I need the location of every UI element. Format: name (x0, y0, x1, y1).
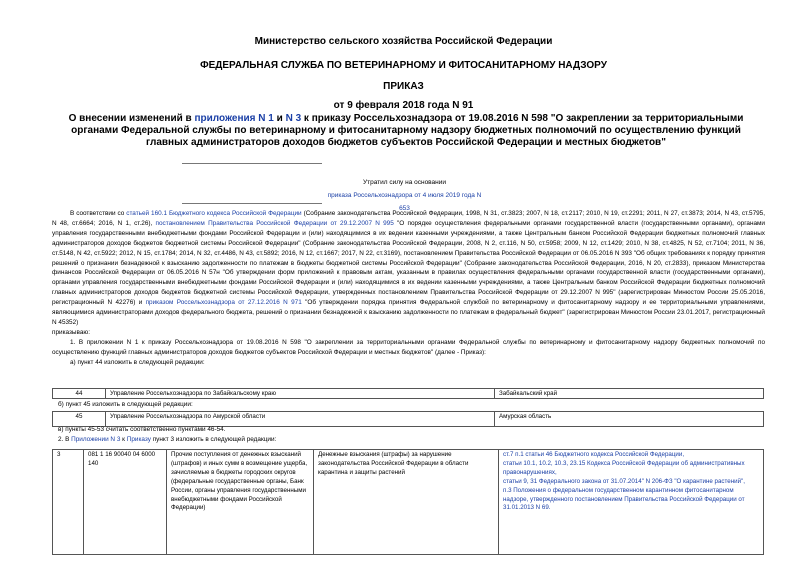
text-fragment: (Собрание законодательства Российской Федерации, 1998, N 31, ст.3823; 2007, N 18, ст.2117; 2010, N 19, ст.2291; 2011, N 27, ст.3873; 2014, N 43, ст.5795, N 48, ст.6664; 2016, N 1, ст.26), (52, 210, 766, 227)
table-row (53, 450, 764, 555)
cell-fines: Денежные взыскания (штрафы) за нарушение законодательства Российской Федерации в области карантина и защиты растений (314, 450, 499, 555)
link-order[interactable]: Приказу (126, 436, 151, 443)
divider-top (182, 163, 322, 164)
order-word: приказываю: (52, 328, 90, 336)
link-appendix-3-item2[interactable]: Приложении N 3 (71, 436, 121, 443)
subject-rest: к приказу Россельхознадзора от 19.08.2016 N 598 "О закреплении за территориальными органами Федеральной службы по ветеринарному и фитосанитарному надзору бюджетных полномочий по осуществлению функций главных администраторов доходов бюджетов субъектов Российской Федерации и местных бюджетов" (71, 113, 744, 148)
text-fragment: к (120, 436, 127, 443)
subject-mid: и (273, 113, 286, 124)
link-budget-code[interactable]: статьей 160.1 Бюджетного кодекса Российской Федерации (126, 210, 302, 217)
cell-region: Амурская область (495, 412, 764, 427)
cell-num: 45 (53, 412, 106, 427)
cell-num: 44 (53, 389, 106, 399)
link-appendix-1[interactable]: приложения N 1 (194, 113, 274, 124)
lost-force-link[interactable]: приказа Россельхознадзора от 4 июля 2019 года N 653 (327, 192, 482, 212)
item-1: 1. В приложении N 1 к приказу Россельхознадзора от 19.08.2016 N 598 "О закреплении за территориальными органами Федеральной службы по ветеринарному и фитосанитарному надзору бюджетных полномочий по осуществлению функций главных администраторов доходов бюджетов субъектов Российской Федерации и местных бюджетов" (далее - Приказ): (52, 338, 765, 356)
cell-code: 081 1 16 90040 04 6000 140 (84, 450, 167, 555)
cell-name: Управление Россельхознадзора по Амурской области (106, 412, 495, 427)
preamble (52, 209, 765, 368)
text-fragment: В соответствии со (70, 210, 127, 217)
lost-force-text: Утратил силу на основании (362, 179, 447, 186)
cell-legal-basis (499, 450, 764, 555)
text-fragment: 2. В (58, 436, 72, 443)
link-appendix-3[interactable]: N 3 (285, 113, 302, 124)
table-item-44 (52, 388, 764, 399)
doc-subject (52, 113, 760, 149)
table-row (53, 389, 764, 399)
subject-prefix: О внесении изменений в (68, 113, 195, 124)
link-order-971[interactable]: приказом Россельхознадзора от 27.12.2016 N 971 (145, 299, 302, 307)
item-1b: б) пункт 45 изложить в следующей редакции: (58, 401, 193, 408)
item-1a: а) пункт 44 изложить в следующей редакции: (70, 358, 205, 366)
cell-name: Управление Россельхознадзора по Забайкальскому краю (106, 389, 495, 399)
text-fragment: "Об утверждении порядка принятия Федеральной службой по ветеринарному и фитосанитарному надзору и ее территориальными управлениями, являющимися администраторами доходов федерального бюджета, решений о признании безнадежной к взысканию задолженности по платежам в федеральный бюджет" (зарегистрирован Минюстом России 23.01.2017, регистрационный N 45352) (52, 299, 766, 326)
link-basis-1[interactable]: ст.7 п.1 статьи 46 Бюджетного кодекса Российской Федерации, (503, 451, 685, 458)
item-1c: в) пункты 45-53 считать соответственно пунктами 46-54. (58, 426, 226, 433)
link-basis-2[interactable]: статьи 10.1, 10.2, 10.3, 23.15 Кодекса Российской Федерации об административных правонарушениях, (503, 459, 745, 476)
cell-description: Прочие поступления от денежных взысканий (штрафов) и иных сумм в возмещение ущерба, зачисляемые в бюджеты городских округов (федеральные государственные органы, Банк России, органы управления государственными внебюджетными фондами Российской Федерации) (167, 450, 314, 555)
item-2 (58, 436, 276, 443)
service-title: ФЕДЕРАЛЬНАЯ СЛУЖБА ПО ВЕТЕРИНАРНОМУ И ФИТОСАНИТАРНОМУ НАДЗОРУ (200, 60, 607, 71)
cell-region: Забайкальский край (495, 389, 764, 399)
link-gov-resolution-995[interactable]: постановлением Правительства Российской Федерации от 29.12.2007 N 995 (155, 219, 394, 227)
doc-type: ПРИКАЗ (383, 81, 424, 92)
preamble-paragraph (52, 209, 765, 328)
link-basis-4[interactable]: п.3 Положения о федеральном государственном карантинном фитосанитарном надзоре, утвержденного постановлением Правительства Российской Федерации от 31.01.2013 N 69. (503, 486, 745, 512)
doc-date-number: от 9 февраля 2018 года N 91 (333, 100, 474, 111)
link-basis-3[interactable]: статьи 9, 31 Федерального закона от 31.07.2014" N 206-ФЗ "О карантине растений", (503, 477, 745, 485)
ministry-title: Министерство сельского хозяйства Российской Федерации (254, 36, 553, 47)
text-fragment: "О порядке осуществления федеральными органами государственной власти (государственными органами), органами управления государственными внебюджетными фондами Российской Федерации и (или) находящимися в их ведении казенными учреждениями, а также Центральным банком Российской Федерации бюджетных полномочий главных администраторов доходов бюджетов бюджетной системы Российской Федерации" (Собрание законодательства Российской Федерации, 2008, N 2, ст.116, N 50, ст.5958; 2009, N 12, ст.1429; 2010, N 38, ст.4825, N 52, ст.7104; 2011, N 36, ст.5148, N 42, ст.5922; 2012, N 15, ст.1784; 2014, N 32, ст.4486, N 43, ст.5892; 2016, N 12, ст.1667; 2017, N 22, ст.3169), постановлением Правительства Российской Федерации от 06.05.2016 N 393 "Об общих требованиях к порядку принятия решений о признании безнадежной к взысканию задолженности по платежам в бюджеты бюджетной системы Российской Федерации" (Собрание законодательства Российской Федерации, 2016, N 20, ст.2833), приказом Министерства финансов Российской Федерации от 06.05.2016 N 57н "Об утверждении форм приложений к правовым актам, указанным в правилах осуществления федеральными органами государственной власти (государственными органами), органами управления государственными внебюджетными фондами Российской Федерации и (или) находящимися в их ведении казенными учреждениями, а также Центральным банком Российской Федерации бюджетных полномочий главных администраторов доходов бюджетов бюджетной системы Российской Федерации, утвержденных постановлением Правительства Российской Федерации от 29.12.2007 N 995" (зарегистрирован Минюстом России 25.05.2016, регистрационный N 42276) и (52, 219, 765, 307)
table-item-3 (52, 449, 764, 555)
cell-num: 3 (53, 450, 84, 555)
table-row (53, 412, 764, 427)
table-item-45 (52, 411, 764, 427)
divider-bottom (182, 203, 322, 204)
text-fragment: пункт 3 изложить в следующей редакции: (150, 436, 277, 443)
